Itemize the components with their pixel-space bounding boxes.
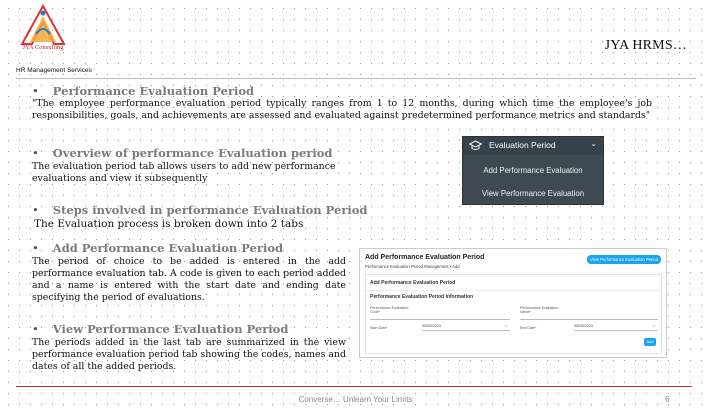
section-text-period: "The employee performance evaluation period typically ranges from 1 to 12 months, during which time the employee's job responsibilities, goals, and achievements are assessed and evaluated against predetermined performance metrics and standards" [32,98,652,121]
code-input[interactable] [370,313,510,320]
section-text-steps: The Evaluation process is broken down into 2 tabs [34,218,304,230]
header-subtitle: HR Management Services [16,67,92,74]
start-date-label: Start Date* [370,326,388,330]
panel-divider [366,290,661,291]
menu-item-view[interactable]: View Performance Evaluation [481,189,585,198]
section-text-view: The periods added in the last tab are summarized in the view performance evaluation period tab showing the codes, names and dates of all the added periods. [32,337,346,372]
panel-title: Add Performance Evaluation Period [370,280,456,286]
section-text-overview: The evaluation period tab allows users to add new performance evaluations and view it subsequently [32,161,336,184]
end-date-input[interactable]: 05/08/2024 [574,324,658,331]
section-heading-view: • View Performance Evaluation Period [32,322,289,336]
logo-text: JYA Consulting [22,44,64,51]
start-date-input[interactable]: 05/05/2024 [422,324,510,331]
menu-item-add[interactable]: Add Performance Evaluation [483,166,583,175]
add-button[interactable]: Add [644,338,656,346]
name-label: Performance Evaluation Name* [520,306,559,314]
brand-title: JYA HRMS… [604,38,687,53]
code-label: Performance Evaluation Code* [370,306,409,314]
graduation-cap-icon [469,140,482,152]
form-title: Add Performance Evaluation Period [365,254,485,261]
header-divider [16,78,696,79]
section-heading-add: • Add Performance Evaluation Period [32,241,284,255]
form-breadcrumb: Performance Evaluation Period Management • Add [365,264,460,269]
calendar-icon[interactable]: ▫ [505,324,507,330]
section-text-add: The period of choice to be added is entered in the add performance evaluation tab. A code is given to each period added and a name is entered with the start date and ending date specifying the period of evaluations. [32,256,346,303]
chevron-down-icon[interactable]: ⌄ [590,139,597,148]
page-number: 6 [665,395,670,404]
footer-tagline: Converse… Unlearn Your Limits [298,395,413,404]
evaluation-period-menu [462,136,604,205]
menu-heading: Evaluation Period [489,140,556,150]
name-input[interactable] [520,313,658,320]
calendar-icon[interactable]: ▫ [653,324,655,330]
add-period-form-screenshot [359,248,667,358]
menu-header[interactable] [463,137,603,155]
end-date-label: End Date* [520,326,537,330]
form-panel [365,274,662,354]
info-title: Performance Evaluation Period Information [370,294,474,300]
section-heading-period: • Performance Evaluation Period [32,84,255,98]
footer-divider [16,386,692,387]
section-heading-steps: • Steps involved in performance Evaluation Period [32,203,368,217]
view-period-button[interactable]: View Performance Evaluation Period [587,255,661,264]
section-heading-overview: • Overview of performance Evaluation period [32,146,333,160]
